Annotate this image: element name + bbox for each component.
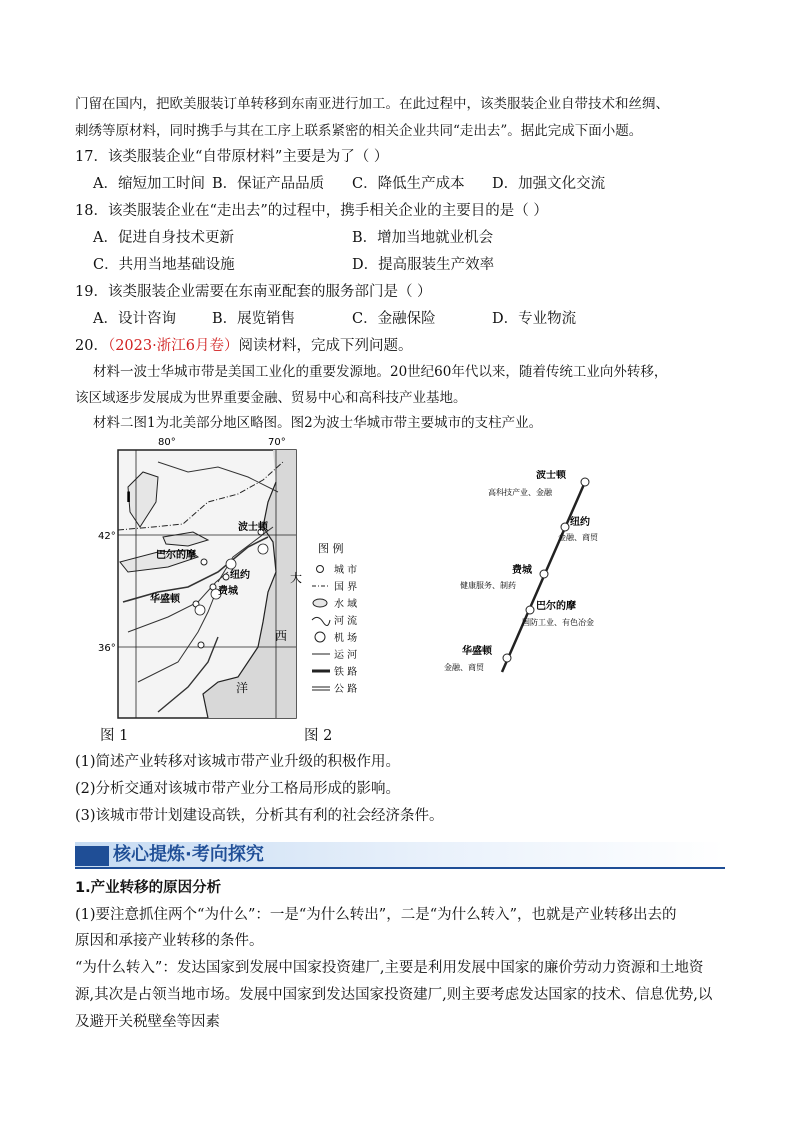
belt-city-philadelphia: 费城 — [512, 565, 532, 576]
intro-line-1: 门留在国内，把欧美服装订单转移到东南亚进行加工。在此过程中，该类服装企业自带技术和丝绸、 — [75, 96, 669, 112]
question-19-stem: 19．该类服装企业需要在东南亚配套的服务部门是（ ） — [75, 284, 432, 300]
belt-node-washington — [503, 654, 511, 662]
map-label-i: I — [126, 490, 132, 506]
q20-sub-1: (1)简述产业转移对该城市带产业升级的积极作用。 — [75, 754, 401, 770]
analysis-p1-line-2: 原因和承接产业转移的条件。 — [75, 933, 264, 949]
map-city-baltimore: 巴尔的摩 — [156, 550, 196, 561]
q17-option-c: C．降低生产成本 — [352, 176, 465, 192]
q20-sub-2: (2)分析交通对该城市带产业分工格局形成的影响。 — [75, 781, 401, 797]
q17-option-b: B．保证产品品质 — [212, 176, 325, 192]
belt-industry-washington: 金融、商贸 — [444, 663, 484, 672]
figure-2-caption: 图 2 — [304, 728, 333, 744]
map-label-xi: 西 — [275, 629, 288, 643]
legend-water-icon — [313, 599, 327, 607]
q19-option-b: B．展览销售 — [212, 311, 296, 327]
legend-railway: 铁 路 — [334, 667, 358, 678]
q18-option-b: B．增加当地就业机会 — [352, 230, 494, 246]
intro-line-2: 刺绣等原材料，同时携手与其在工序上联系紧密的相关企业共同“走出去”。据此完成下面小题。 — [75, 123, 643, 139]
map-city-washington: 华盛顿 — [150, 594, 180, 605]
belt-city-newyork: 纽约 — [570, 517, 590, 528]
q17-option-d: D．加强文化交流 — [492, 176, 606, 192]
belt-node-boston — [581, 478, 589, 486]
q17-option-a: A．缩短加工时间 — [93, 176, 205, 192]
q20-sub-3: (3)该城市带计划建设高铁，分析其有利的社会经济条件。 — [75, 808, 444, 824]
q19-option-d: D．专业物流 — [492, 311, 577, 327]
belt-city-boston: 波士顿 — [536, 470, 566, 481]
belt-industry-baltimore: 国防工业、有色冶金 — [522, 618, 594, 627]
legend-canal: 运 河 — [334, 650, 358, 661]
belt-industry-newyork: 金融、商贸 — [558, 533, 598, 542]
legend-water: 水 域 — [334, 599, 358, 610]
q18-option-c: C．共用当地基础设施 — [93, 257, 235, 273]
map-city-boston: 波士顿 — [238, 522, 268, 533]
question-20-stem — [75, 336, 412, 356]
belt-industry-boston: 高科技产业、金融 — [488, 488, 552, 497]
material-2: 材料二图1为北美部分地区略图。图2为波士华城市带主要城市的支柱产业。 — [93, 415, 543, 431]
map-label-da: 大 — [290, 571, 303, 585]
legend-river-icon — [312, 617, 330, 625]
legend-city-icon — [317, 566, 324, 573]
map-city-philadelphia: 费城 — [218, 586, 238, 597]
belt-industry-philadelphia: 健康服务、制药 — [460, 581, 516, 590]
q20-source: （2023·浙江6月卷） — [107, 338, 239, 354]
analysis-p2-line-3: 及避开关税壁垒等因素 — [75, 1014, 220, 1030]
figure-1-map — [98, 432, 408, 722]
legend-airport-icon — [315, 632, 325, 642]
belt-node-newyork — [561, 523, 569, 531]
lat-label-42: 42° — [98, 531, 116, 542]
figure-1-caption: 图 1 — [100, 728, 129, 744]
q19-option-a: A．设计咨询 — [93, 311, 176, 327]
lon-label-70: 70° — [268, 437, 286, 448]
q18-option-a: A．促进自身技术更新 — [93, 230, 234, 246]
belt-node-philadelphia — [540, 570, 548, 578]
analysis-p2-line-2: 源,其次是占领当地市场。发展中国家到发达国家投资建厂,则主要考虑发达国家的技术、信息优势,以 — [75, 987, 713, 1003]
legend-border: 国 界 — [334, 582, 358, 593]
legend-river: 河 流 — [334, 616, 358, 627]
section-title: 核心提炼·考向探究 — [113, 844, 264, 865]
q19-option-c: C．金融保险 — [352, 311, 436, 327]
question-17-stem: 17．该类服装企业“自带原材料”主要是为了（ ） — [75, 149, 389, 165]
section-header-bar — [75, 842, 725, 868]
legend-road: 公 路 — [334, 684, 358, 695]
q18-option-d: D．提高服装生产效率 — [352, 257, 495, 273]
q20-stem-text: 阅读材料，完成下列问题。 — [238, 338, 413, 354]
belt-city-baltimore: 巴尔的摩 — [536, 601, 576, 612]
analysis-heading: 1.产业转移的原因分析 — [75, 880, 222, 896]
belt-node-baltimore — [526, 606, 534, 614]
material-1-line-1: 材料一波士华城市带是美国工业化的重要发源地。20世纪60年代以来，随着传统工业向外转移， — [93, 364, 668, 380]
q20-number: 20． — [75, 338, 108, 354]
map-label-yang: 洋 — [236, 681, 249, 695]
legend-city: 城 市 — [334, 565, 358, 576]
question-18-stem: 18．该类服装企业在“走出去”的过程中，携手相关企业的主要目的是（ ） — [75, 203, 548, 219]
legend-title: 图 例 — [318, 542, 344, 555]
section-bar-block — [75, 846, 109, 866]
lat-label-36: 36° — [98, 643, 116, 654]
analysis-p1-line-1: (1)要注意抓住两个“为什么”：一是“为什么转出”，二是“为什么转入”，也就是产业转移出去的 — [75, 907, 677, 923]
legend-airport: 机 场 — [334, 633, 358, 644]
lon-label-80: 80° — [158, 437, 176, 448]
analysis-p2-line-1: “为什么转入”：发达国家到发展中国家投资建厂,主要是利用发展中国家的廉价劳动力资源和土地资 — [75, 960, 704, 976]
map-city-newyork: 纽约 — [230, 570, 250, 581]
material-1-line-2: 该区域逐步发展成为世界重要金融、贸易中心和高科技产业基地。 — [75, 390, 467, 406]
figure-2-city-belt — [440, 470, 610, 690]
belt-city-washington: 华盛顿 — [462, 646, 492, 657]
